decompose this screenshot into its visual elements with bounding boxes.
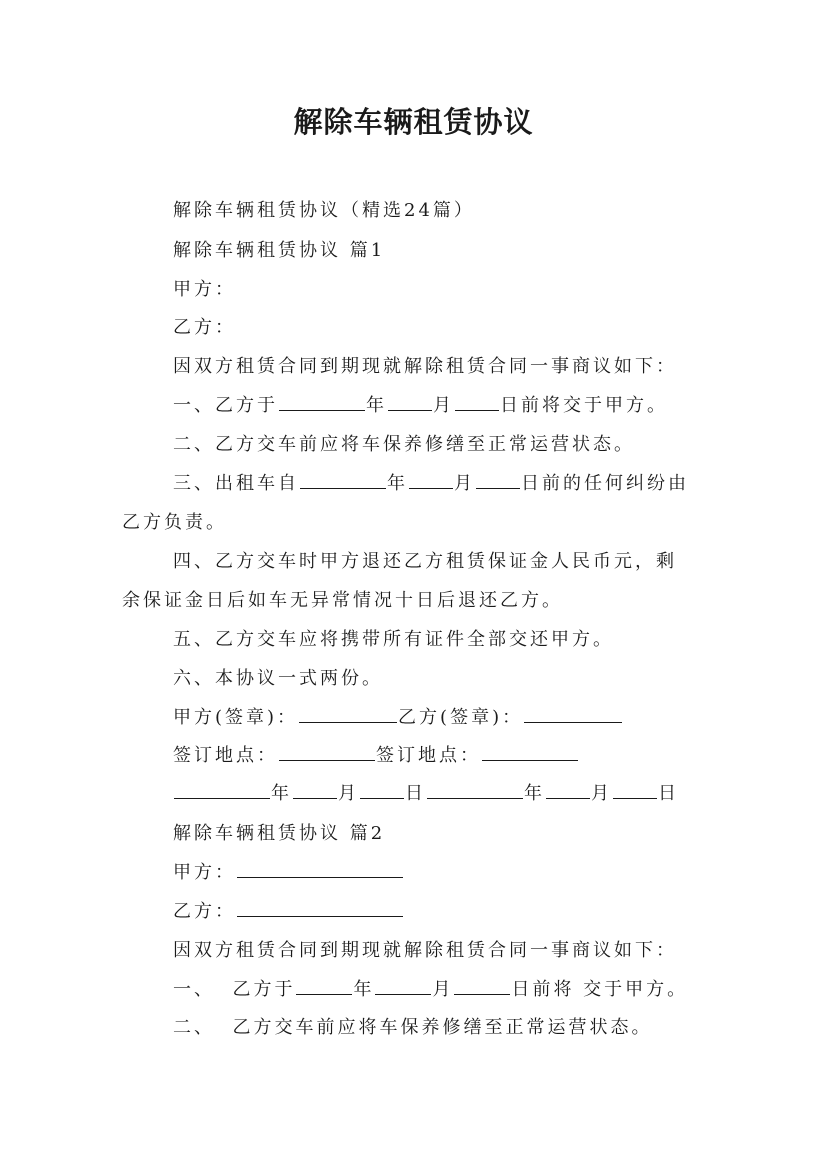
blank-signature-a <box>299 703 397 723</box>
blank-year <box>300 469 386 489</box>
blank-year <box>296 975 352 995</box>
blank-year <box>427 779 523 799</box>
clause-5: 五、乙方交车应将携带所有证件全部交还甲方。 <box>173 629 614 650</box>
subtitle: 解除车辆租赁协议（精选24篇） <box>173 200 475 221</box>
party-a-line-2: 甲方： <box>173 858 404 888</box>
clause-4-continued: 余保证金日后如车无异常情况十日后退还乙方。 <box>122 590 563 611</box>
clause-6: 六、本协议一式两份。 <box>173 668 383 689</box>
blank-day <box>613 779 657 799</box>
clause-1: 一、乙方于 年 月 日前将交于甲方。 <box>173 391 668 421</box>
blank-month <box>293 779 337 799</box>
section-heading-1: 解除车辆租赁协议 篇1 <box>173 240 386 261</box>
clause-4: 四、乙方交车时甲方退还乙方租赁保证金人民币元，剩 <box>173 551 677 572</box>
blank-month <box>375 975 431 995</box>
blank-year <box>279 391 365 411</box>
agreement-intro-2: 因双方租赁合同到期现就解除租赁合同一事商议如下： <box>173 940 677 961</box>
blank-place-b <box>482 741 578 761</box>
blank-day <box>360 779 404 799</box>
blank-month <box>409 469 453 489</box>
blank-signature-b <box>524 703 622 723</box>
clause-3: 三、出租车自 年 月 日前的任何纠纷由 <box>173 469 689 499</box>
blank-place-a <box>279 741 375 761</box>
section-heading-2: 解除车辆租赁协议 篇2 <box>173 823 386 844</box>
clause-3-continued: 乙方负责。 <box>122 512 227 533</box>
blank-day <box>455 391 499 411</box>
agreement-intro: 因双方租赁合同到期现就解除租赁合同一事商议如下： <box>173 356 677 377</box>
clause-2: 二、乙方交车前应将车保养修缮至正常运营状态。 <box>173 434 635 455</box>
clause-2-2: 二、 乙方交车前应将车保养修缮至正常运营状态。 <box>173 1017 653 1038</box>
blank-month <box>388 391 432 411</box>
party-b-line-2: 乙方： <box>173 897 404 927</box>
party-b-line: 乙方： <box>173 317 236 338</box>
signing-place-line: 签订地点： 签订地点： <box>173 741 579 771</box>
blank-year <box>174 779 270 799</box>
party-a-line: 甲方： <box>173 279 236 300</box>
blank-day <box>476 469 520 489</box>
document-title: 解除车辆租赁协议 <box>293 105 534 139</box>
blank-month <box>546 779 590 799</box>
blank-party-a <box>237 858 403 878</box>
signature-line: 甲方(签章)： 乙方(签章)： <box>173 703 623 733</box>
clause-1-2: 一、 乙方于 年 月 日前将 交于甲方。 <box>173 975 688 1005</box>
date-line: 年 月 日 年 月 日 <box>173 779 679 809</box>
blank-day <box>454 975 510 995</box>
blank-party-b <box>237 897 403 917</box>
